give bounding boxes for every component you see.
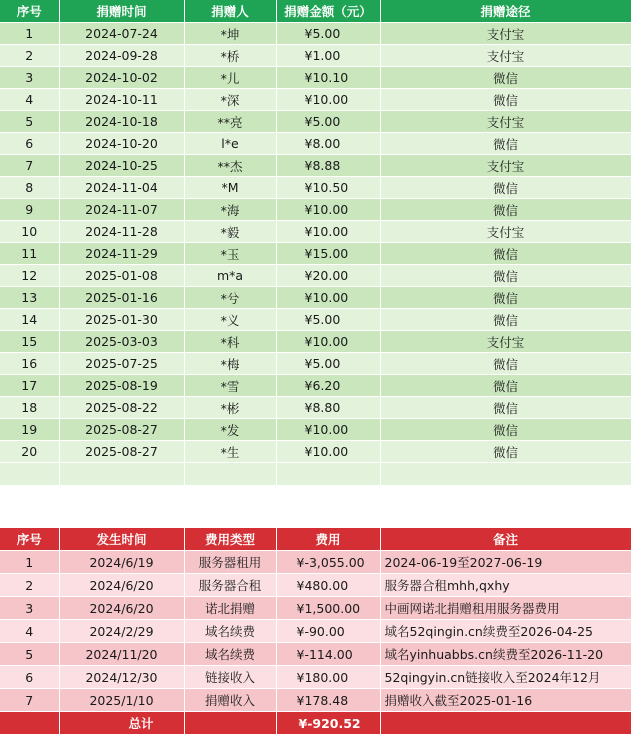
expense-row — [0, 574, 631, 597]
header-cell-index: 序号 — [0, 528, 59, 551]
expense-row — [0, 666, 631, 689]
channel-cell: 微信 — [380, 199, 631, 221]
donation-row — [0, 221, 631, 243]
donation-row — [0, 441, 631, 463]
type-cell: 域名续费 — [184, 620, 276, 643]
date-cell: 2025-08-22 — [59, 397, 184, 419]
amount-cell: ¥10.00 — [276, 287, 380, 309]
channel-cell: 支付宝 — [380, 111, 631, 133]
expense-total-row — [0, 712, 631, 735]
date-cell: 2025-03-03 — [59, 331, 184, 353]
note-cell: 服务器合租mhh,qxhy — [380, 574, 631, 597]
date-cell: 2024/11/20 — [59, 643, 184, 666]
header-cell-type: 费用类型 — [184, 528, 276, 551]
note-cell: 域名52qingin.cn续费至2026-04-25 — [380, 620, 631, 643]
date-cell: 2024-11-04 — [59, 177, 184, 199]
date-cell: 2024/6/20 — [59, 597, 184, 620]
expense-row — [0, 643, 631, 666]
index-cell: 11 — [0, 243, 59, 265]
donor-cell: *梅 — [184, 353, 276, 375]
blank-cell — [0, 463, 59, 486]
index-cell: 16 — [0, 353, 59, 375]
date-cell: 2024-10-20 — [59, 133, 184, 155]
donor-cell: *毅 — [184, 221, 276, 243]
index-cell: 15 — [0, 331, 59, 353]
date-cell: 2025-08-27 — [59, 441, 184, 463]
amount-cell: ¥5.00 — [276, 23, 380, 45]
expense-header-row — [0, 528, 631, 551]
date-cell: 2025-01-30 — [59, 309, 184, 331]
donor-cell: *义 — [184, 309, 276, 331]
donor-cell: **亮 — [184, 111, 276, 133]
gap-cell — [184, 507, 276, 528]
amount-cell: ¥6.20 — [276, 375, 380, 397]
expense-gap-row — [0, 507, 631, 528]
expense-row — [0, 551, 631, 574]
index-cell: 6 — [0, 133, 59, 155]
donor-cell: *海 — [184, 199, 276, 221]
date-cell: 2025-08-19 — [59, 375, 184, 397]
date-cell: 2024-10-02 — [59, 67, 184, 89]
amount-cell: ¥10.00 — [276, 221, 380, 243]
note-cell: 52qingyin.cn链接收入至2024年12月 — [380, 666, 631, 689]
index-cell: 2 — [0, 574, 59, 597]
date-cell: 2024-11-28 — [59, 221, 184, 243]
date-cell: 2025/1/10 — [59, 689, 184, 712]
donation-row — [0, 419, 631, 441]
channel-cell: 支付宝 — [380, 331, 631, 353]
index-cell: 8 — [0, 177, 59, 199]
index-cell: 4 — [0, 89, 59, 111]
donor-cell: *桥 — [184, 45, 276, 67]
expense-row — [0, 620, 631, 643]
date-cell: 2024-10-11 — [59, 89, 184, 111]
date-cell: 2025-01-08 — [59, 265, 184, 287]
donor-cell: *生 — [184, 441, 276, 463]
date-cell: 2024-11-29 — [59, 243, 184, 265]
donor-cell: *深 — [184, 89, 276, 111]
expense-total-value: ¥-920.52 — [276, 712, 380, 735]
note-cell: 2024-06-19至2027-06-19 — [380, 551, 631, 574]
index-cell: 10 — [0, 221, 59, 243]
amount-cell: ¥8.80 — [276, 397, 380, 419]
note-cell: 捐赠收入截至2025-01-16 — [380, 689, 631, 712]
amount-cell: ¥10.00 — [276, 89, 380, 111]
channel-cell: 微信 — [380, 243, 631, 265]
type-cell: 捐赠收入 — [184, 689, 276, 712]
date-cell: 2024-11-07 — [59, 199, 184, 221]
index-cell: 3 — [0, 67, 59, 89]
cost-cell: ¥180.00 — [276, 666, 380, 689]
header-cell-amount: 捐赠金额（元） — [276, 0, 380, 23]
header-cell-cost: 费用 — [276, 528, 380, 551]
header-cell-date: 发生时间 — [59, 528, 184, 551]
index-cell: 12 — [0, 265, 59, 287]
channel-cell: 微信 — [380, 309, 631, 331]
header-cell-donor: 捐赠人 — [184, 0, 276, 23]
amount-cell: ¥5.00 — [276, 111, 380, 133]
header-cell-index: 序号 — [0, 0, 59, 23]
amount-cell: ¥1.00 — [276, 45, 380, 67]
note-cell: 中画网诺北捐赠租用服务器费用 — [380, 597, 631, 620]
donation-row — [0, 309, 631, 331]
blank-cell — [276, 463, 380, 486]
total-empty-cell — [0, 712, 59, 735]
donor-cell: *M — [184, 177, 276, 199]
index-cell: 13 — [0, 287, 59, 309]
date-cell: 2024/6/19 — [59, 551, 184, 574]
gap-cell — [0, 507, 59, 528]
index-cell: 7 — [0, 155, 59, 177]
date-cell: 2025-08-27 — [59, 419, 184, 441]
donor-cell: **杰 — [184, 155, 276, 177]
header-cell-date: 捐赠时间 — [59, 0, 184, 23]
cost-cell: ¥-114.00 — [276, 643, 380, 666]
date-cell: 2024-10-25 — [59, 155, 184, 177]
index-cell: 17 — [0, 375, 59, 397]
donor-cell: *儿 — [184, 67, 276, 89]
donation-row — [0, 67, 631, 89]
note-cell: 域名yinhuabbs.cn续费至2026-11-20 — [380, 643, 631, 666]
donation-row — [0, 331, 631, 353]
type-cell: 链接收入 — [184, 666, 276, 689]
expense-row — [0, 597, 631, 620]
donation-row — [0, 155, 631, 177]
donor-cell: *兮 — [184, 287, 276, 309]
channel-cell: 微信 — [380, 419, 631, 441]
index-cell: 18 — [0, 397, 59, 419]
index-cell: 1 — [0, 551, 59, 574]
donation-blank-row — [0, 463, 631, 486]
type-cell: 域名续费 — [184, 643, 276, 666]
index-cell: 5 — [0, 111, 59, 133]
date-cell: 2024/12/30 — [59, 666, 184, 689]
cost-cell: ¥-3,055.00 — [276, 551, 380, 574]
channel-cell: 微信 — [380, 375, 631, 397]
donation-row — [0, 199, 631, 221]
index-cell: 20 — [0, 441, 59, 463]
index-cell: 19 — [0, 419, 59, 441]
amount-cell: ¥8.88 — [276, 155, 380, 177]
donor-cell: *雪 — [184, 375, 276, 397]
type-cell: 服务器合租 — [184, 574, 276, 597]
date-cell: 2025-07-25 — [59, 353, 184, 375]
expense-table — [0, 507, 631, 735]
gap-cell — [380, 507, 631, 528]
donor-cell: *发 — [184, 419, 276, 441]
amount-cell: ¥10.00 — [276, 419, 380, 441]
index-cell: 2 — [0, 45, 59, 67]
amount-cell: ¥8.00 — [276, 133, 380, 155]
channel-cell: 微信 — [380, 441, 631, 463]
channel-cell: 微信 — [380, 353, 631, 375]
channel-cell: 微信 — [380, 67, 631, 89]
cost-cell: ¥1,500.00 — [276, 597, 380, 620]
index-cell: 6 — [0, 666, 59, 689]
total-empty-cell — [380, 712, 631, 735]
donation-row — [0, 375, 631, 397]
amount-cell: ¥15.00 — [276, 243, 380, 265]
donor-cell: *坤 — [184, 23, 276, 45]
cost-cell: ¥178.48 — [276, 689, 380, 712]
channel-cell: 微信 — [380, 287, 631, 309]
expense-row — [0, 689, 631, 712]
donation-row — [0, 133, 631, 155]
channel-cell: 微信 — [380, 89, 631, 111]
amount-cell: ¥5.00 — [276, 309, 380, 331]
channel-cell: 微信 — [380, 397, 631, 419]
amount-cell: ¥20.00 — [276, 265, 380, 287]
amount-cell: ¥10.00 — [276, 199, 380, 221]
type-cell: 诺北捐赠 — [184, 597, 276, 620]
amount-cell: ¥10.00 — [276, 331, 380, 353]
donation-row — [0, 45, 631, 67]
channel-cell: 支付宝 — [380, 45, 631, 67]
amount-cell: ¥10.00 — [276, 441, 380, 463]
blank-cell — [380, 463, 631, 486]
amount-cell: ¥10.50 — [276, 177, 380, 199]
header-cell-note: 备注 — [380, 528, 631, 551]
cost-cell: ¥-90.00 — [276, 620, 380, 643]
date-cell: 2024-10-18 — [59, 111, 184, 133]
donation-row — [0, 397, 631, 419]
channel-cell: 支付宝 — [380, 221, 631, 243]
index-cell: 7 — [0, 689, 59, 712]
type-cell: 服务器租用 — [184, 551, 276, 574]
index-cell: 14 — [0, 309, 59, 331]
donation-header-row — [0, 0, 631, 23]
channel-cell: 微信 — [380, 133, 631, 155]
index-cell: 3 — [0, 597, 59, 620]
date-cell: 2024-07-24 — [59, 23, 184, 45]
date-cell: 2025-01-16 — [59, 287, 184, 309]
gap-cell — [59, 507, 184, 528]
index-cell: 9 — [0, 199, 59, 221]
header-cell-channel: 捐赠途径 — [380, 0, 631, 23]
donation-row — [0, 353, 631, 375]
gap-cell — [276, 507, 380, 528]
donation-row — [0, 111, 631, 133]
donor-cell: *彬 — [184, 397, 276, 419]
blank-cell — [59, 463, 184, 486]
total-empty-cell — [184, 712, 276, 735]
index-cell: 1 — [0, 23, 59, 45]
channel-cell: 微信 — [380, 177, 631, 199]
date-cell: 2024/2/29 — [59, 620, 184, 643]
amount-cell: ¥10.10 — [276, 67, 380, 89]
donor-cell: *科 — [184, 331, 276, 353]
donor-cell: m*a — [184, 265, 276, 287]
date-cell: 2024/6/20 — [59, 574, 184, 597]
donation-row — [0, 265, 631, 287]
donation-row — [0, 89, 631, 111]
donation-row — [0, 177, 631, 199]
blank-cell — [184, 463, 276, 486]
date-cell: 2024-09-28 — [59, 45, 184, 67]
amount-cell: ¥5.00 — [276, 353, 380, 375]
donor-cell: l*e — [184, 133, 276, 155]
donation-row — [0, 287, 631, 309]
channel-cell: 微信 — [380, 265, 631, 287]
donor-cell: *玉 — [184, 243, 276, 265]
index-cell: 5 — [0, 643, 59, 666]
channel-cell: 支付宝 — [380, 155, 631, 177]
donation-row — [0, 23, 631, 45]
donation-row — [0, 243, 631, 265]
channel-cell: 支付宝 — [380, 23, 631, 45]
cost-cell: ¥480.00 — [276, 574, 380, 597]
index-cell: 4 — [0, 620, 59, 643]
expense-total-label: 总计 — [59, 712, 184, 735]
